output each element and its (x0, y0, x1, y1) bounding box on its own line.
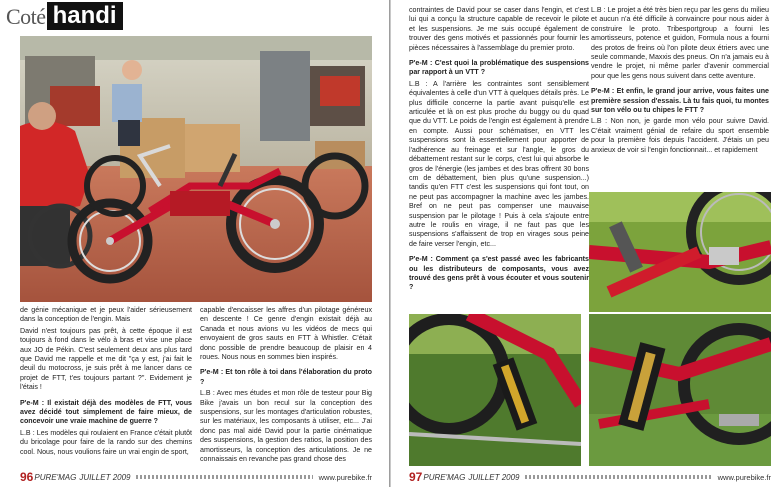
paragraph: contraintes de David pour se caser dans l'engin, et c'est lui qui a conçu la structure capable de recevoir le pilote et les suspensions. Je me suis occupé également de trouver des gens motivés et passionnés pour fournir les pièces nécessaires à l'assemblage du premier proto. (409, 6, 589, 52)
interview-question: P'e-M : Comment ça s'est passé avec les fabricants ou les distributeurs de composants, vous avez trouvé des gens prêt à vous écouter et vous soutenir ? (409, 255, 589, 292)
interview-question: P'e-M : Et enfin, le grand jour arrive, vous faites une première session d'essais. Là tu fais quoi, tu montes sur ton vélo ou tu chipes le FTT ? (591, 87, 769, 115)
masthead-title: handi (47, 2, 123, 30)
suspension-photo-left (409, 314, 581, 466)
paragraph: L.B : Le projet a été très bien reçu par les gens du milieu et aucun n'a été difficile à convaincre pour nous aider à construire le proto. Tribesportgroup a fourni les amortisseurs, potence et guidon, Formula nous a fourni des protos de freins où l'on pilote deux étriers avec une seule commande, Maxxis des pneus. On n'a jamais eu à vendre le projet, ni même parler d'avenir commercial pour que les gens nous suivent dans cette aventure. (591, 6, 769, 80)
issue-date: JUILLET 2009 (468, 472, 520, 482)
right-column-1 (409, 6, 589, 295)
footer-rule (136, 475, 312, 479)
interview-question: P'e-M : Et ton rôle à toi dans l'élaboration du proto ? (200, 368, 372, 386)
page-number: 97 (409, 470, 423, 484)
paragraph: David n'est toujours pas prêt, à cette époque il est toujours à fond dans le vélo à bras et vise une place aux JO de Pékin. C'est seulement deux ans plus tard que David me rappelle et me dit "ça y est, j'ai fait le deuil du motocross, je suis prêt à me lancer dans ce projet de FTT, t'es toujours partant ?". Evidement je l'étais ! (20, 326, 192, 392)
suspension-photo-right (589, 314, 771, 466)
interview-answer: L.B : Non non, je garde mon vélo pour suivre David. C'était vraiment génial de refaire du sport ensemble pour la première fois depuis l'accident. J'étais un peu anxieux de voir si l'engin fonctionnait... et rapidement (591, 117, 769, 154)
interview-answer: L.B : Les modèles qui roulaient en France c'était plutôt du bricolage pour faire de la rando sur des chemins cool. Nous, nous voulions faire un vrai engin de sport, (20, 428, 192, 456)
left-column-2 (200, 306, 372, 467)
right-column-2 (591, 6, 769, 157)
masthead (6, 4, 123, 30)
website-link[interactable]: www.purebike.fr (318, 472, 372, 482)
page-footer (20, 470, 372, 484)
page-footer (409, 470, 771, 484)
left-column-1 (20, 306, 192, 459)
interview-answer: L.B : Avec mes études et mon rôle de testeur pour Big Bike j'avais un bon recul sur la conception des suspensions, sur les montages d'articulation robustes, sur les matériaux, les composants à utiliser, etc... J'ai donc pas mal aidé David pour la partie cinématique des suspensions, la gestion des ratios, la position des amortisseurs, la conception des articulations. Je ne connaissais en revanche pas grand chose des (200, 389, 372, 464)
right-page (391, 0, 780, 487)
interview-answer: L.B : A l'arrière les contraintes sont sensiblement équivalentes à celle d'un VTT à quelques détails près. Le plus difficile concerne la partie avant puisqu'elle est articulée et là on est plus proche du buggy ou du quad que du VTT. Le poids de l'engin est également à prendre en compte. Aussi pour schématiser, en VTT les suspensions sont là essentiellement pour apporter de l'adhérence au freinage et sur l'angle, le gros du débattement restant sur le corps, c'est lui qui absorbe le gros de l'énergie (les jambes et des bras offrent 30 bons cm de débattement, bien plus qu'une suspension...) tandis qu'en FTT c'est les suspensions qui font tout, on ne peut pas accompagner la machine avec les jambes. Bref on ne peut pas compenser une mauvaise suspension par le pilotage ! Puis à cela s'ajoute entre autre le roulis en virage, il ne faut pas que les suspensions s'affaissent de trop en virages sous peine de faire verser l'engin, etc... (409, 79, 589, 248)
footer-rule (525, 475, 711, 479)
issue-date: JUILLET 2009 (79, 472, 131, 482)
suspension-photo-top (589, 192, 771, 312)
page-number: 96 (20, 470, 34, 484)
left-page (0, 0, 389, 487)
masthead-prefix: Coté (6, 4, 46, 29)
magazine-name: PURE'MAG (34, 472, 77, 482)
paragraph: capable d'encaisser les affres d'un pilotage généreux en descente ! Ce genre d'engin existait déjà au Canada et nous avions vu les vidéos de mecs qui envoyaient de gros sauts en FTT à Whistler. C'était donc possible de prendre beaucoup de plaisir en 4 roues. Nous nous en sommes bien inspirés. (200, 306, 372, 362)
magazine-name: PURE'MAG (423, 472, 466, 482)
workshop-photo (20, 36, 372, 302)
paragraph: de génie mécanique et je peux l'aider sérieusement dans la conception de l'engin. Mais (20, 306, 192, 324)
website-link[interactable]: www.purebike.fr (717, 472, 771, 482)
interview-question: P'e-M : C'est quoi la problématique des suspensions par rapport à un VTT ? (409, 59, 589, 77)
interview-question: P'e-M : Il existait déjà des modèles de FTT, vous avez décidé tout simplement de faire mieux, de concevoir une vraie machine de guerre ? (20, 398, 192, 426)
